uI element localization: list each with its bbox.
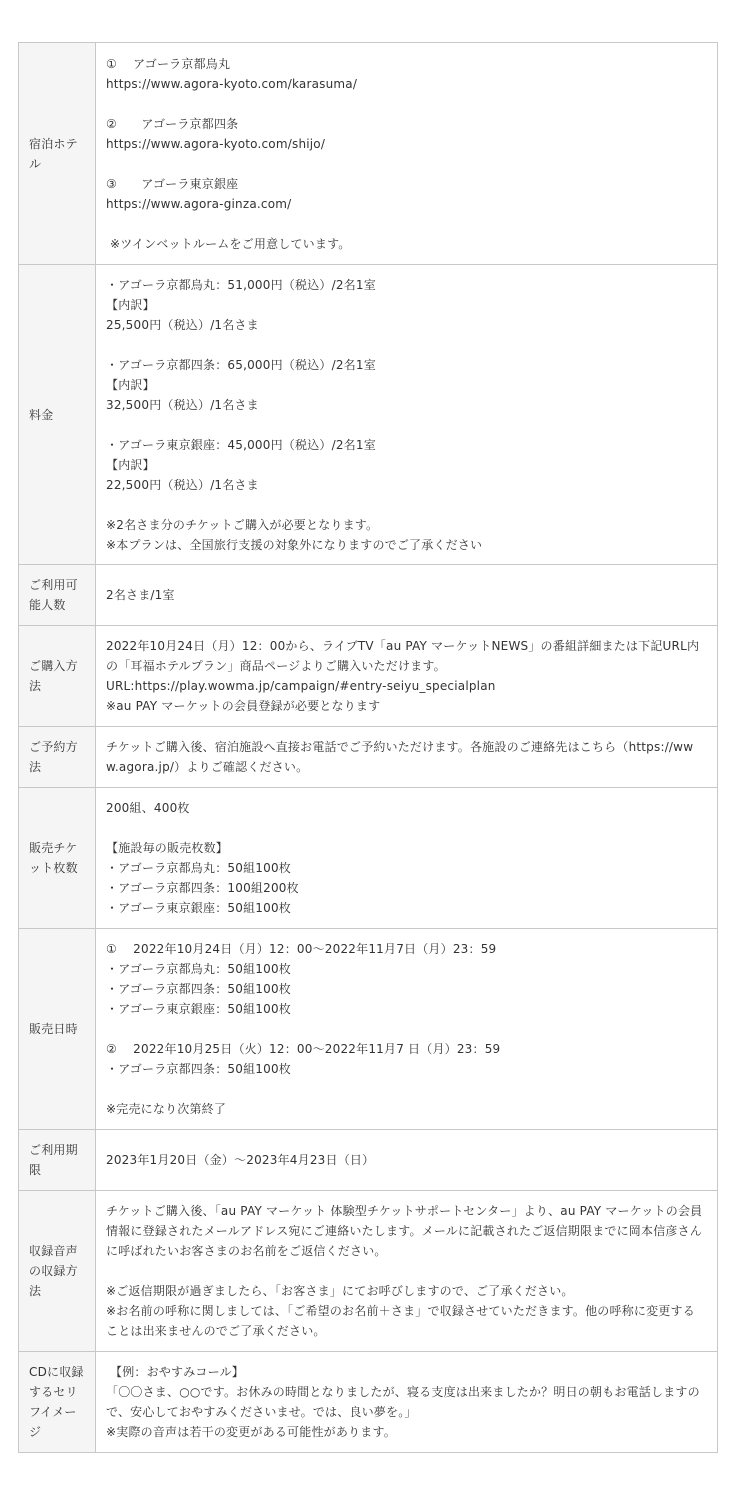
sale-period: ② 2022年10月25日（火）12：00～2022年11月7 日（月）23：59 [106,1042,501,1056]
plan-details-table [18,42,718,1453]
spacer [106,1261,706,1281]
row-label: ご利用期限 [19,1130,96,1191]
sale-note: ※完売になり次第終了 [106,1102,227,1116]
validity-period: 2023年1月20日（金）～2023年4月23日（日） [106,1153,375,1167]
row-value [96,565,718,626]
script-heading: 【例：おやすみコール】 [106,1365,244,1379]
row-label: CDに収録するセリフイメージ [19,1352,96,1453]
purchase-url[interactable]: URL:https://play.wowma.jp/campaign/#entry-seiyu_specialplan [106,679,496,693]
script-text: 「〇〇さま、○○です。お休みの時間となりましたが、寝る支度は出来ましたか？明日の朝もお電話しますので、安心しておやすみくださいませ。では、良い夢を。」 [106,1385,700,1419]
table-row [19,1130,718,1191]
spacer [106,1079,706,1099]
hotel-1-url[interactable]: https://www.agora-kyoto.com/karasuma/ [106,76,358,91]
table-row [19,929,718,1130]
price-line: ・アゴーラ京都烏丸：51,000円（税込）/2名1室 [106,277,376,292]
row-label: ご利用可能人数 [19,565,96,626]
price-line: 22,500円（税込）/1名さま [106,477,259,492]
recording-note: ※お名前の呼称に関しましては、「ご希望のお名前＋さま」で収録させていただきます。他の呼称に変更することは出来ませんのでご了承ください。 [106,1304,695,1338]
spacer [106,495,706,515]
hotel-2-name: ② アゴーラ京都四条 [106,116,239,131]
row-label: ご予約方法 [19,727,96,788]
plan-details-section [18,42,718,1453]
sale-line: ・アゴーラ京都四条：50組100枚 [106,1062,291,1076]
hotel-3-url[interactable]: https://www.agora-ginza.com/ [106,196,292,211]
ticket-line: ・アゴーラ東京銀座：50組100枚 [106,901,291,915]
sale-line: ・アゴーラ東京銀座：50組100枚 [106,1002,291,1016]
row-value [96,265,718,565]
spacer [106,335,706,355]
row-label: 収録音声の収録方法 [19,1191,96,1352]
capacity-value: 2名さま/1室 [106,588,175,602]
table-row [19,1191,718,1352]
row-label: 販売チケット枚数 [19,788,96,929]
table-row [19,788,718,929]
recording-text: チケットご購入後、「au PAY マーケット 体験型チケットサポートセンター」より、au PAY マーケットの会員情報に登録されたメールアドレス宛にご連絡いたします。メールに記載されたご返信期限までに岡本信彦さんに呼ばれたいお客さまのお名前をご返信ください。 [106,1204,703,1258]
hotel-3-name: ③ アゴーラ東京銀座 [106,176,239,191]
price-line: 32,500円（税込）/1名さま [106,397,259,412]
row-value [96,626,718,727]
price-note: ※本プランは、全国旅行支援の対象外になりますのでご了承ください [106,537,483,552]
plan-details-body [19,43,718,1453]
price-line: 【内訳】 [106,457,155,472]
spacer [106,818,706,838]
hotel-1-name: ① アゴーラ京都烏丸 [106,56,231,71]
row-label: ご購入方法 [19,626,96,727]
row-value [96,1352,718,1453]
ticket-line: ・アゴーラ京都烏丸：50組100枚 [106,861,291,875]
price-line: ・アゴーラ京都四条：65,000円（税込）/2名1室 [106,357,376,372]
table-row [19,727,718,788]
table-row [19,626,718,727]
sale-line: ・アゴーラ京都四条：50組100枚 [106,982,291,996]
price-line: 25,500円（税込）/1名さま [106,317,259,332]
row-value [96,788,718,929]
row-value [96,727,718,788]
price-line: 【内訳】 [106,297,155,312]
room-note: ※ツインベットルームをご用意しています。 [106,236,351,251]
sale-line: ・アゴーラ京都烏丸：50組100枚 [106,962,291,976]
script-note: ※実際の音声は若干の変更がある可能性があります。 [106,1425,396,1439]
spacer [106,1019,706,1039]
row-value [96,43,718,265]
row-label: 販売日時 [19,929,96,1130]
recording-note: ※ご返信期限が過ぎましたら、「お客さま」にてお呼びしますので、ご了承ください。 [106,1284,574,1298]
sale-period: ① 2022年10月24日（月）12：00～2022年11月7日（月）23：59 [106,942,497,956]
row-value [96,1191,718,1352]
purchase-note: ※au PAY マーケットの会員登録が必要となります [106,699,381,713]
row-value [96,1130,718,1191]
ticket-line: ・アゴーラ京都四条：100組200枚 [106,881,299,895]
hotel-2-url[interactable]: https://www.agora-kyoto.com/shijo/ [106,136,326,151]
table-row [19,565,718,626]
spacer [106,154,706,174]
price-line: 【内訳】 [106,377,155,392]
ticket-line: 【施設毎の販売枚数】 [106,841,229,855]
price-note: ※2名さま分のチケットご購入が必要となります。 [106,517,379,532]
reservation-text: チケットご購入後、宿泊施設へ直接お電話でご予約いただけます。各施設のご連絡先はこちら（https://www.agora.jp/）よりご確認ください。 [106,740,694,774]
row-value [96,929,718,1130]
purchase-text: 2022年10月24日（月）12：00から、ライブTV「au PAY マーケットNEWS」の番組詳細または下記URL内の「耳福ホテルプラン」商品ページよりご購入いただけます。 [106,639,700,673]
price-line: ・アゴーラ東京銀座：45,000円（税込）/2名1室 [106,437,376,452]
row-label: 宿泊ホテル [19,43,96,265]
spacer [106,214,706,234]
table-row [19,43,718,265]
spacer [106,415,706,435]
table-row [19,1352,718,1453]
table-row [19,265,718,565]
row-label: 料金 [19,265,96,565]
spacer [106,94,706,114]
ticket-total: 200組、400枚 [106,801,190,815]
